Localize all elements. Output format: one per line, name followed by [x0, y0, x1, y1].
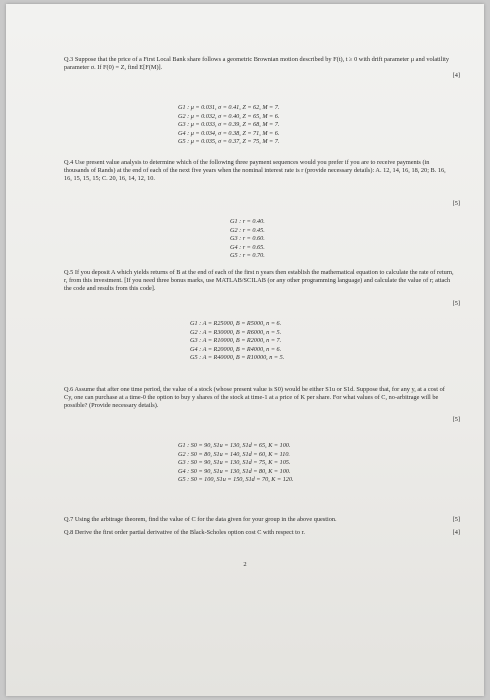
question-6-cases: [178, 442, 294, 485]
question-3-marks: [4]: [452, 72, 460, 79]
case-g5: G5 : S0 = 100, S1u = 150, S1d = 70, K = 120.: [178, 476, 294, 484]
question-5-cases: [190, 320, 284, 363]
case-g1: G1 : A = R25000, B = R5000, n = 6.: [190, 320, 282, 327]
question-6-marks: [5]: [452, 416, 460, 423]
document-page: [6, 4, 484, 696]
question-7-marks: [5]: [452, 516, 460, 523]
case-g4: G4 : A = R20000, B = R4000, n = 6.: [190, 345, 282, 353]
case-g5: G5 : A = R40000, B = R10000, n = 5.: [190, 354, 285, 362]
question-4-text: Q.4 Use present value analysis to determine which of the following three payment sequences would you prefer if you are to receive payments (in thousands of Rands) at the end of each of the next five years when the nominal interest rate is r (provide necessary details): A. 12, 14, 16, 18, 20; B. 16, 16, 15, 15, 15; C. 20, 16, 14, 12, 10.: [64, 159, 446, 182]
question-5-marks: [5]: [452, 300, 460, 307]
question-4-marks: [5]: [452, 200, 460, 207]
question-8-text: Q.8 Derive the first order partial derivative of the Black-Scholes option cost C with respect to r.: [64, 529, 305, 536]
question-5-text: Q.5 If you deposit A which yields returns of B at the end of each of the first n years then establish the mathematical equation to calculate the rate of return, r, from this investment. [If you need three bonus marks, use MATLAB/SCILAB (or any other programming language) and calculate the value of r; attach the code and results from this code].: [64, 269, 454, 292]
case-g2: G2 : r = 0.45.: [230, 226, 265, 234]
case-g1: G1 : S0 = 90, S1u = 130, S1d = 65, K = 100.: [178, 442, 291, 449]
case-g2: G2 : μ = 0.032, σ = 0.40, Z = 65, M = 6.: [178, 112, 280, 120]
question-3-cases: [178, 104, 279, 147]
question-8-marks: [4]: [452, 529, 460, 536]
case-g2: G2 : S0 = 80, S1u = 140, S1d = 60, K = 110.: [178, 450, 290, 458]
case-g3: G3 : S0 = 90, S1u = 130, S1d = 75, K = 105.: [178, 459, 291, 467]
question-4-cases: [230, 218, 265, 261]
question-7-text: Q.7 Using the arbitrage theorem, find the value of C for the data given for your group in the above question.: [64, 516, 337, 523]
question-3-text: Q.3 Suppose that the price of a First Local Bank share follows a geometric Brownian motion described by F(t), t ≥ 0 with drift parameter μ and volatility parameter σ. If F(0) = Z, find E[F(M)].: [64, 56, 450, 71]
case-g1: G1 : μ = 0.031, σ = 0.41, Z = 62, M = 7.: [178, 104, 280, 111]
case-g5: G5 : r = 0.70.: [230, 252, 265, 260]
case-g3: G3 : A = R10000, B = R2000, n = 7.: [190, 337, 282, 345]
case-g4: G4 : r = 0.65.: [230, 243, 265, 251]
case-g2: G2 : A = R30000, B = R6000, n = 5.: [190, 328, 282, 336]
question-6-text: Q.6 Assume that after one time period, the value of a stock (whose present value is S0) would be either S1u or S1d. Suppose that, for any y, at a cost of Cy, one can purchase at a time-0 the option to buy y shares of the stock at time-1 at a price of K per share. For what values of C, no-arbitrage will be possible? (Provide necessary details).: [64, 386, 445, 409]
case-g3: G3 : μ = 0.033, σ = 0.39, Z = 68, M = 7.: [178, 121, 280, 129]
case-g4: G4 : S0 = 90, S1u = 130, S1d = 80, K = 100.: [178, 467, 291, 475]
case-g4: G4 : μ = 0.034, σ = 0.38, Z = 71, M = 6.: [178, 129, 280, 137]
case-g5: G5 : μ = 0.035, σ = 0.37, Z = 75, M = 7.: [178, 138, 280, 146]
case-g1: G1 : r = 0.40.: [230, 218, 265, 225]
page-number: 2: [243, 561, 247, 568]
case-g3: G3 : r = 0.60.: [230, 235, 265, 243]
